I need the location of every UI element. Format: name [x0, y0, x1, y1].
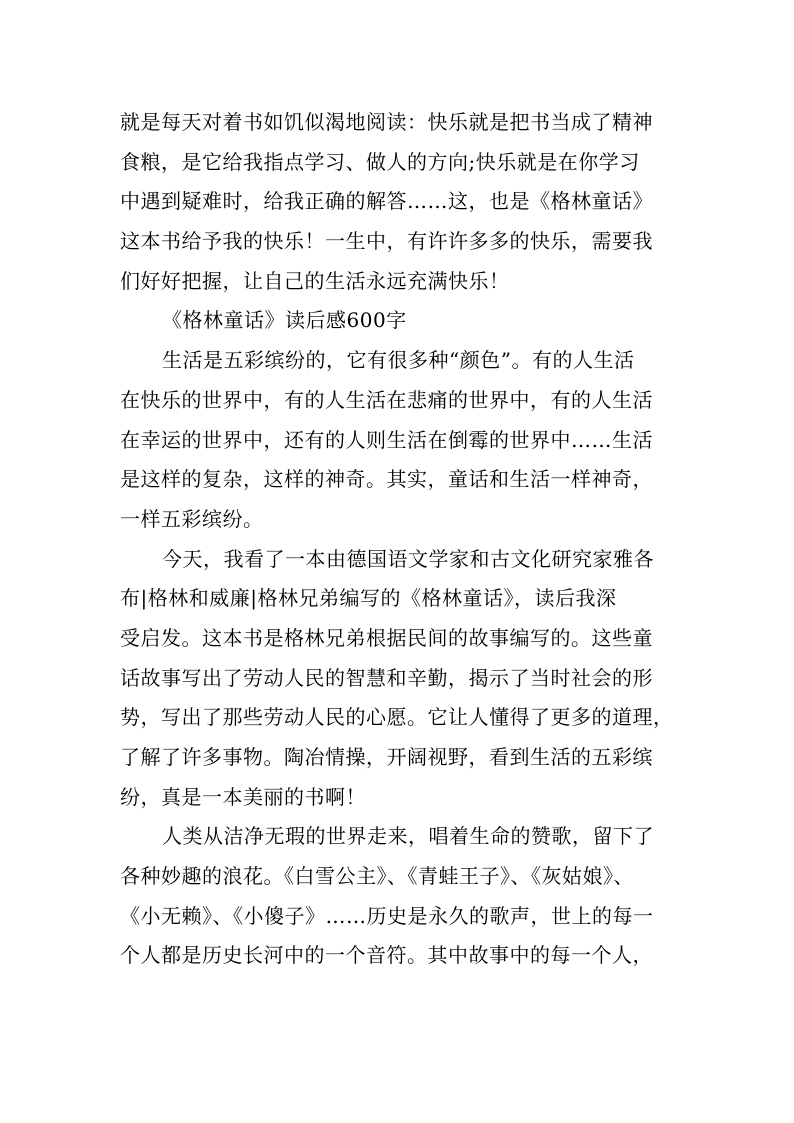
text-line: 受启发。这本书是格林兄弟根据民间的故事编写的。这些童: [120, 625, 653, 650]
text-line: 了解了许多事物。陶冶情操，开阔视野，看到生活的五彩缤: [120, 745, 653, 769]
document-body: [0, 103, 794, 976]
text-line: 就是每天对着书如饥似渴地阅读：快乐就是把书当成了精神: [120, 110, 653, 134]
text-line: 一样五彩缤纷。: [120, 506, 264, 531]
text-line: 纷，真是一本美丽的书啊！: [120, 784, 366, 809]
text-line: 话故事写出了劳动人民的智慧和辛勤，揭示了当时社会的形: [120, 665, 653, 690]
text-line: 个人都是历史长河中的一个音符。其中故事中的每一个人，: [120, 943, 653, 968]
text-line: 今天，我看了一本由德国语文学家和古文化研究家雅各: [162, 546, 654, 571]
text-line: 人类从洁净无瑕的世界走来，唱着生命的赞歌，留下了: [162, 824, 654, 849]
text-line: 《小无赖》、《小傻子》……历史是永久的歌声，世上的每一: [120, 903, 654, 928]
text-line: 中遇到疑难时，给我正确的解答……这，也是《格林童话》: [120, 189, 653, 214]
text-line: 是这样的复杂，这样的神奇。其实，童话和生活一样神奇，: [120, 467, 653, 492]
text-line: 生活是五彩缤纷的，它有很多种“颜色”。有的人生活: [162, 348, 635, 373]
text-line: 各种妙趣的浪花。《白雪公主》、《青蛙王子》、《灰姑娘》、: [120, 864, 634, 889]
text-line: 布|格林和威廉|格林兄弟编写的《格林童话》，读后我深: [120, 586, 617, 611]
text-line: 势，写出了那些劳动人民的心愿。它让人懂得了更多的道理，: [120, 705, 674, 730]
text-line: 食粮，是它给我指点学习、做人的方向;快乐就是在你学习: [120, 149, 640, 174]
text-line: 在快乐的世界中，有的人生活在悲痛的世界中，有的人生活: [120, 387, 653, 412]
text-line: 们好好把握，让自己的生活永远充满快乐！: [120, 268, 510, 293]
text-line: 在幸运的世界中，还有的人则生活在倒霉的世界中……生活: [120, 427, 653, 452]
section-heading: 《格林童话》读后感600字: [162, 308, 407, 333]
text-line: 这本书给予我的快乐！一生中，有许许多多的快乐，需要我: [120, 229, 653, 254]
